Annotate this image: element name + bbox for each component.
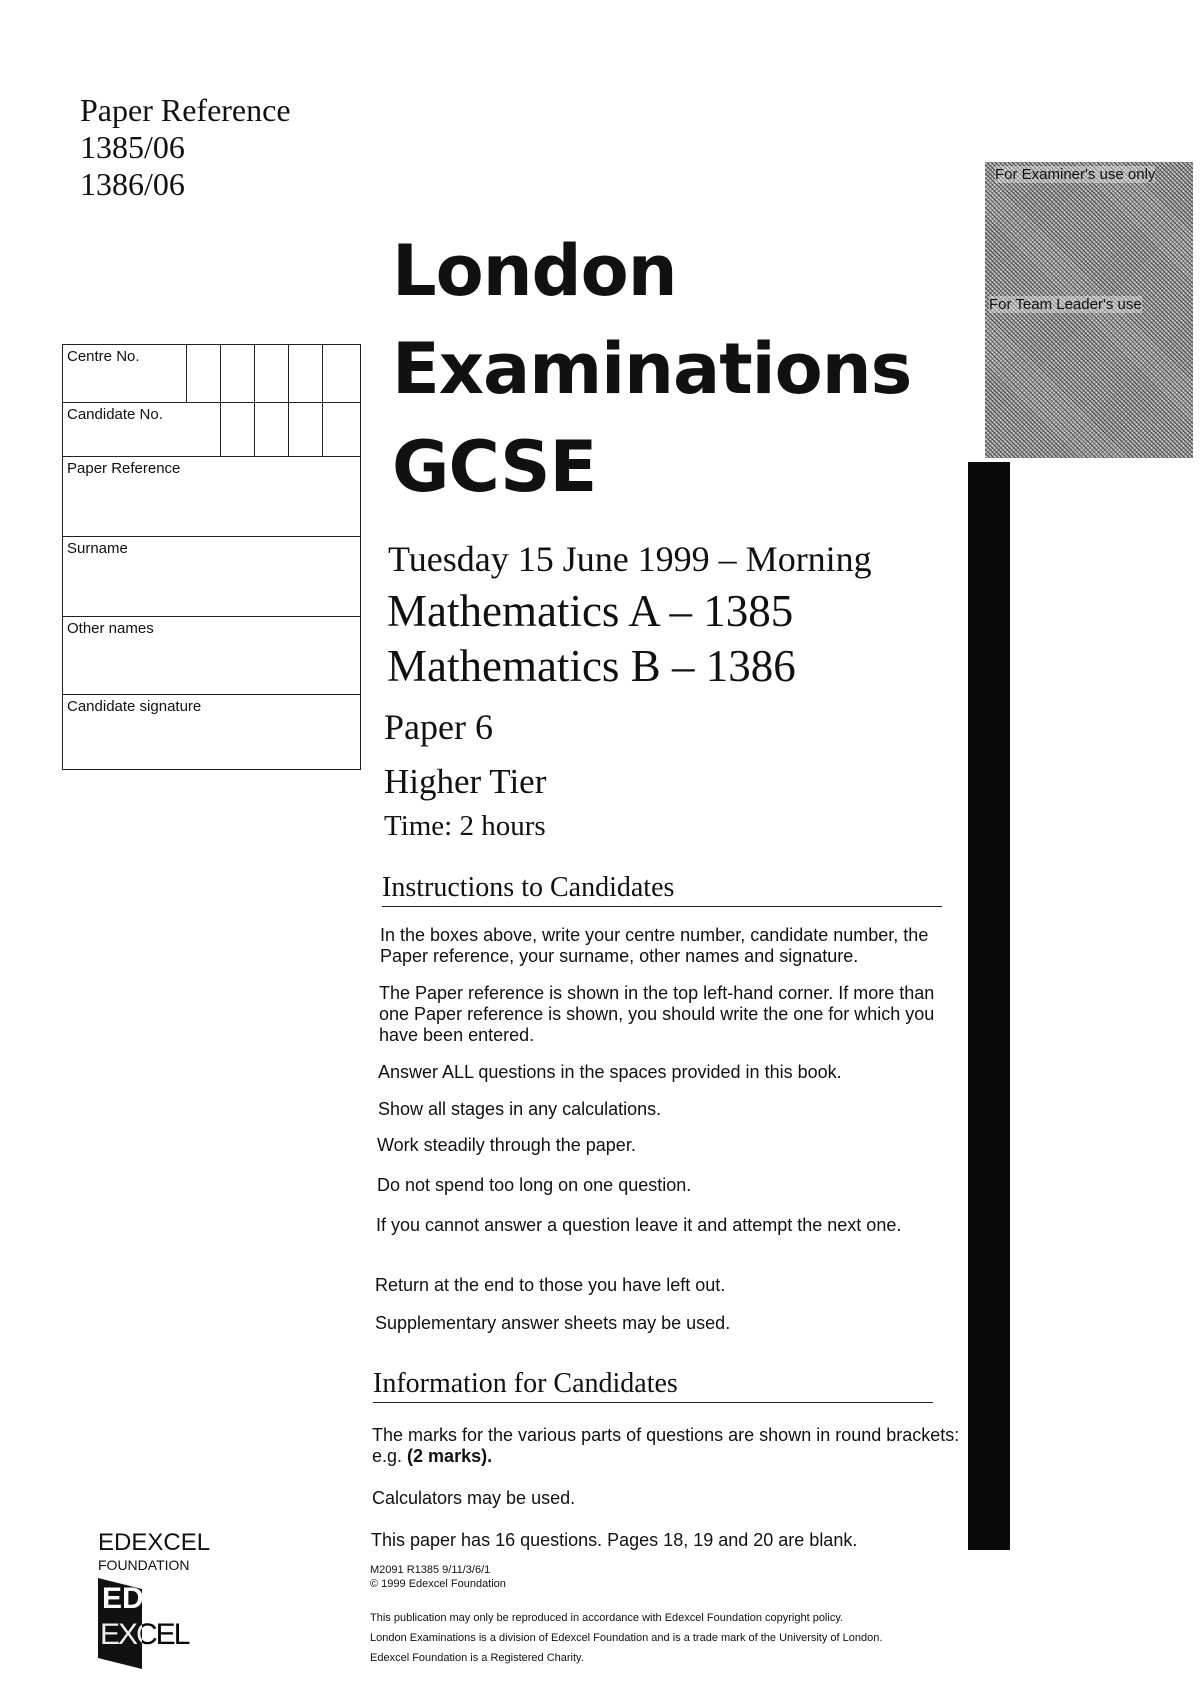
marks-information [372,1425,962,1467]
print-code [370,1563,506,1591]
policy-line: Edexcel Foundation is a Registered Charity. [370,1652,584,1664]
paper-reference-code: 1385/06 [80,129,185,165]
candidate-signature-field[interactable] [63,695,360,771]
edexcel-logo-sub: FOUNDATION [98,1557,190,1573]
paper-reference-code: 1386/06 [80,166,185,202]
calculators-information: Calculators may be used. [372,1488,576,1508]
exam-date: Tuesday 15 June 1999 – Morning [388,539,872,579]
paper-reference-heading: Paper Reference [80,92,291,128]
exam-tier: Higher Tier [384,762,547,801]
paper-reference-field[interactable] [63,457,360,537]
title-line: London [392,230,677,312]
paper-reference-field-label: Paper Reference [67,460,181,477]
instruction-item: Return at the end to those you have left out. [375,1275,726,1295]
information-heading: Information for Candidates [373,1368,933,1403]
candidate-number-cell[interactable] [254,403,288,457]
title-line: GCSE [392,426,597,508]
instructions-heading: Instructions to Candidates [382,872,942,907]
instruction-item: Do not spend too long on one question. [377,1175,692,1195]
subject-b: Mathematics B – 1386 [387,641,796,691]
paper-reference [80,92,291,203]
centre-number-cell[interactable] [322,345,356,403]
exam-board-title [392,222,911,516]
other-names-label: Other names [67,620,154,637]
candidate-number-cell[interactable] [288,403,322,457]
other-names-field[interactable] [63,617,360,695]
print-code-line: M2091 R1385 9/11/3/6/1 [370,1564,491,1576]
policy-line: This publication may only be reproduced in accordance with Edexcel Foundation copyright policy. [370,1612,844,1624]
centre-number-row [63,345,360,403]
instruction-item: Show all stages in any calculations. [378,1099,662,1119]
paper-number: Paper 6 [384,707,493,747]
copyright-line: © 1999 Edexcel Foundation [370,1578,506,1590]
policy-line: London Examinations is a division of Edexcel Foundation and is a trade mark of the University of London. [370,1632,883,1644]
surname-field[interactable] [63,537,360,617]
instruction-item: Supplementary answer sheets may be used. [375,1313,731,1333]
logo-mark-bottom: EXCEL [100,1618,189,1651]
instruction-item: If you cannot answer a question leave it and attempt the next one. [376,1215,902,1235]
title-line: Examinations [392,328,912,410]
marks-text: The marks for the various parts of questions are shown in round brackets: e.g. [372,1425,960,1466]
centre-number-cell[interactable] [254,345,288,403]
candidate-number-cell[interactable] [322,403,356,457]
examiner-use-box [985,162,1193,458]
team-leader-use-label: For Team Leader's use [989,296,1142,313]
instruction-item: In the boxes above, write your centre number, candidate number, the Paper reference, your surname, other names and signature. [380,925,929,966]
subject-a: Mathematics A – 1385 [387,586,794,636]
instruction-item: Answer ALL questions in the spaces provided in this book. [378,1062,842,1082]
policy-text [370,1608,882,1668]
instruction-item: The Paper reference is shown in the top left-hand corner. If more than one Paper reference is shown, you should write the one for which you have been entered. [379,983,935,1045]
candidate-signature-label: Candidate signature [67,698,202,715]
candidate-number-label: Candidate No. [67,406,163,423]
centre-number-cell[interactable] [288,345,322,403]
exam-time: Time: 2 hours [384,810,546,842]
centre-number-cell[interactable] [220,345,254,403]
edexcel-logo-mark [98,1578,194,1666]
candidate-number-cell[interactable] [220,403,254,457]
centre-number-cell[interactable] [186,345,220,403]
candidate-number-row [63,403,360,457]
surname-label: Surname [67,540,128,557]
marks-example: (2 marks). [407,1446,493,1466]
logo-mark-top: ED [102,1582,144,1615]
questions-information: This paper has 16 questions. Pages 18, 19 and 20 are blank. [371,1530,858,1550]
instruction-item: Work steadily through the paper. [377,1135,636,1155]
edexcel-logo-name: EDEXCEL [98,1529,211,1556]
centre-number-label: Centre No. [67,348,140,365]
examiner-use-label: For Examiner's use only [995,166,1156,183]
candidate-details-box [62,344,361,770]
margin-black-bar [968,462,1010,1550]
